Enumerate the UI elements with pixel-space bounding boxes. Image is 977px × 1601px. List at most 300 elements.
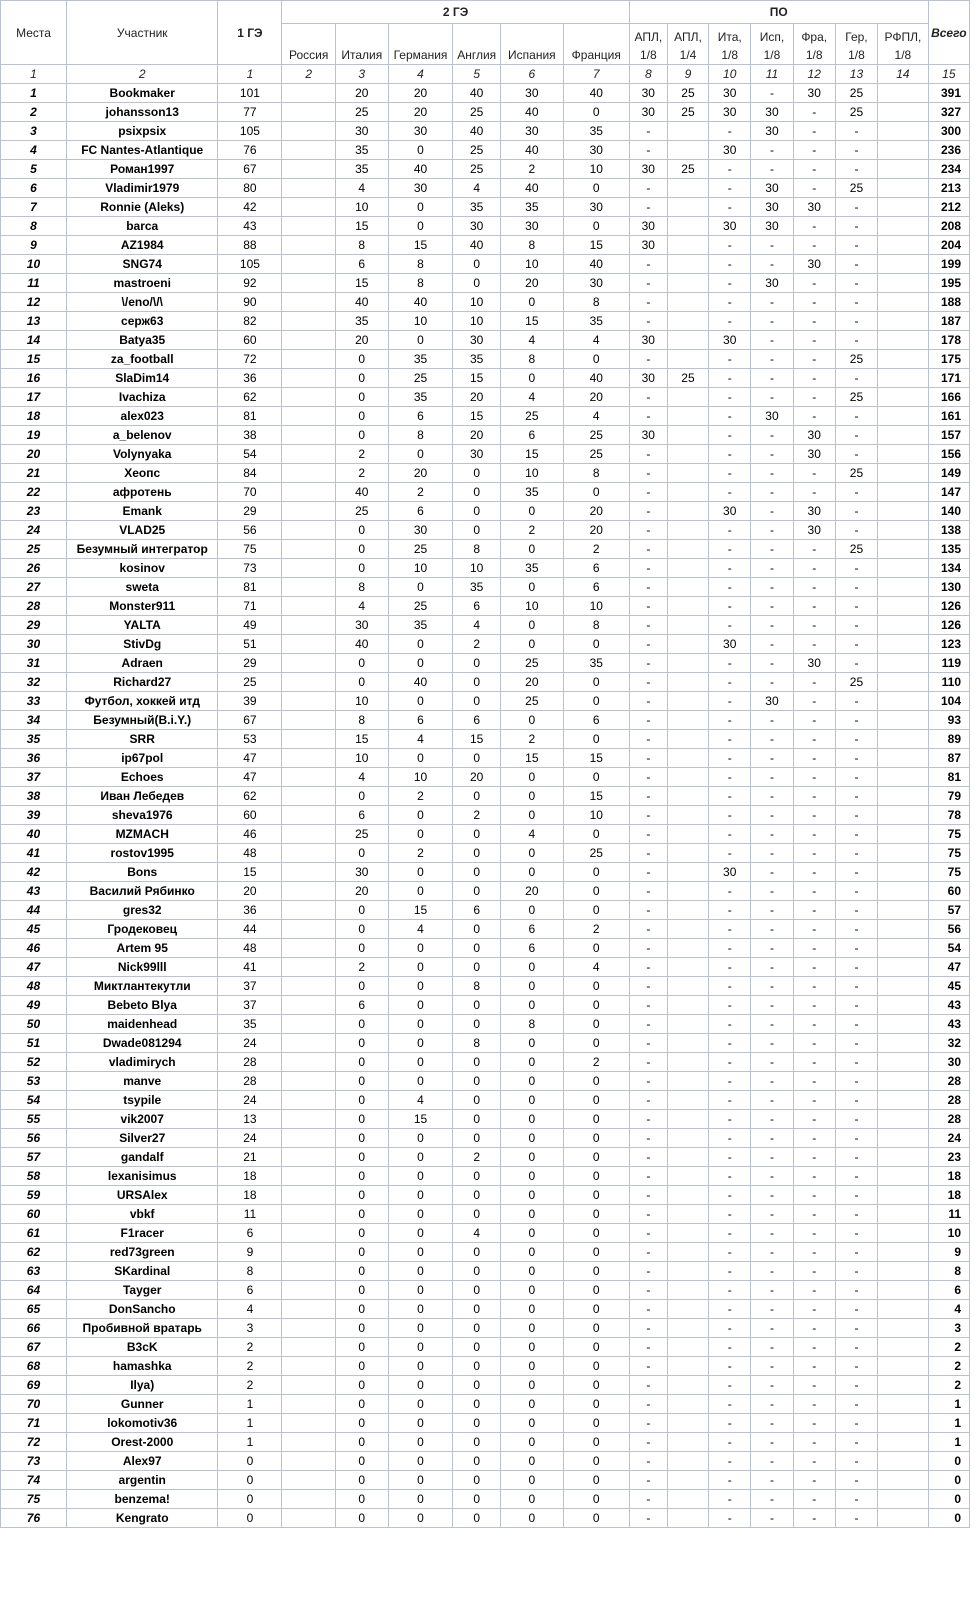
apl-18-cell: -: [629, 407, 667, 426]
fra-18-cell: -: [793, 1224, 835, 1243]
apl-18-cell: -: [629, 502, 667, 521]
france-cell: 0: [563, 1452, 629, 1471]
apl-18-cell: -: [629, 1034, 667, 1053]
fra-18-cell: 30: [793, 198, 835, 217]
russia-cell: [282, 483, 336, 502]
table-row: [1, 236, 970, 255]
place-cell: 8: [1, 217, 67, 236]
italy-cell: 2: [335, 445, 388, 464]
place-cell: 54: [1, 1091, 67, 1110]
rfpl-18-cell: [878, 445, 929, 464]
fra-18-cell: -: [793, 768, 835, 787]
table-row: [1, 1262, 970, 1281]
ita-18-cell: -: [709, 768, 751, 787]
germany-cell: 0: [388, 331, 453, 350]
ger-18-cell: -: [835, 1414, 877, 1433]
rfpl-18-cell: [878, 920, 929, 939]
column-number: 14: [878, 65, 929, 84]
esp-18-cell: 30: [751, 198, 793, 217]
place-cell: 48: [1, 977, 67, 996]
england-cell: 0: [453, 1395, 500, 1414]
fra-18-cell: -: [793, 160, 835, 179]
fra-18-cell: -: [793, 920, 835, 939]
spain-cell: 20: [500, 673, 563, 692]
esp-18-cell: -: [751, 331, 793, 350]
germany-cell: 0: [388, 1376, 453, 1395]
france-cell: 0: [563, 1319, 629, 1338]
apl-18-cell: -: [629, 1433, 667, 1452]
esp-18-cell: -: [751, 559, 793, 578]
ger-18-cell: -: [835, 502, 877, 521]
ge1-cell: 46: [218, 825, 282, 844]
apl-14-cell: [667, 1414, 708, 1433]
italy-cell: 0: [335, 1091, 388, 1110]
place-cell: 1: [1, 84, 67, 103]
italy-cell: 35: [335, 160, 388, 179]
spain-cell: 35: [500, 483, 563, 502]
place-cell: 41: [1, 844, 67, 863]
ge1-cell: 81: [218, 407, 282, 426]
rfpl-18-cell: [878, 996, 929, 1015]
ger-18-cell: -: [835, 483, 877, 502]
rfpl-18-cell: [878, 1053, 929, 1072]
fra-18-cell: -: [793, 1148, 835, 1167]
ger-18-cell: -: [835, 768, 877, 787]
esp-18-cell: -: [751, 863, 793, 882]
rfpl-18-cell: [878, 426, 929, 445]
england-cell: 0: [453, 1243, 500, 1262]
spain-cell: 0: [500, 1148, 563, 1167]
ge1-cell: 70: [218, 483, 282, 502]
england-cell: 10: [453, 312, 500, 331]
esp-18-cell: -: [751, 711, 793, 730]
russia-cell: [282, 274, 336, 293]
total-cell: 123: [928, 635, 969, 654]
apl-18-cell: -: [629, 540, 667, 559]
total-cell: 56: [928, 920, 969, 939]
participant-cell: VLAD25: [66, 521, 218, 540]
russia-cell: [282, 540, 336, 559]
total-cell: 2: [928, 1376, 969, 1395]
germany-cell: 0: [388, 1224, 453, 1243]
total-cell: 208: [928, 217, 969, 236]
italy-cell: 2: [335, 464, 388, 483]
russia-cell: [282, 388, 336, 407]
apl-14-cell: [667, 1186, 708, 1205]
place-cell: 55: [1, 1110, 67, 1129]
france-cell: 4: [563, 958, 629, 977]
ita-18-cell: -: [709, 1053, 751, 1072]
rfpl-18-cell: [878, 749, 929, 768]
ger-18-cell: -: [835, 654, 877, 673]
rfpl-18-cell: [878, 388, 929, 407]
apl-14-cell: [667, 806, 708, 825]
total-cell: 140: [928, 502, 969, 521]
participant-cell: Футбол, хоккей итд: [66, 692, 218, 711]
spain-cell: 15: [500, 749, 563, 768]
table-row: [1, 1376, 970, 1395]
place-cell: 60: [1, 1205, 67, 1224]
spain-cell: 30: [500, 217, 563, 236]
apl-14-cell: [667, 1452, 708, 1471]
russia-cell: [282, 635, 336, 654]
russia-cell: [282, 863, 336, 882]
place-cell: 69: [1, 1376, 67, 1395]
rfpl-18-cell: [878, 578, 929, 597]
england-cell: 15: [453, 730, 500, 749]
england-cell: 40: [453, 236, 500, 255]
germany-cell: 0: [388, 1395, 453, 1414]
apl-14-cell: [667, 597, 708, 616]
ge1-cell: 67: [218, 711, 282, 730]
place-cell: 73: [1, 1452, 67, 1471]
ita-18-cell: -: [709, 597, 751, 616]
ger-18-cell: -: [835, 198, 877, 217]
rfpl-18-cell: [878, 1414, 929, 1433]
germany-cell: 0: [388, 1357, 453, 1376]
apl-18-cell: -: [629, 578, 667, 597]
table-row: [1, 122, 970, 141]
place-cell: 17: [1, 388, 67, 407]
italy-cell: 8: [335, 578, 388, 597]
germany-cell: 35: [388, 616, 453, 635]
germany-cell: 2: [388, 483, 453, 502]
italy-cell: 35: [335, 141, 388, 160]
participant-cell: Bons: [66, 863, 218, 882]
table-row: [1, 768, 970, 787]
ita-18-cell: -: [709, 521, 751, 540]
table-row: [1, 996, 970, 1015]
place-cell: 22: [1, 483, 67, 502]
rfpl-18-cell: [878, 939, 929, 958]
ita-18-cell: -: [709, 1433, 751, 1452]
apl-18-cell: -: [629, 654, 667, 673]
ita-18-cell: -: [709, 1224, 751, 1243]
russia-cell: [282, 1034, 336, 1053]
participant-cell: DonSancho: [66, 1300, 218, 1319]
ger-18-cell: -: [835, 1262, 877, 1281]
header-ge2-col: Англия: [453, 24, 500, 65]
russia-cell: [282, 1414, 336, 1433]
place-cell: 58: [1, 1167, 67, 1186]
table-row: [1, 1395, 970, 1414]
ita-18-cell: -: [709, 787, 751, 806]
place-cell: 23: [1, 502, 67, 521]
england-cell: 0: [453, 1072, 500, 1091]
apl-18-cell: -: [629, 141, 667, 160]
germany-cell: 0: [388, 939, 453, 958]
england-cell: 20: [453, 388, 500, 407]
russia-cell: [282, 958, 336, 977]
italy-cell: 0: [335, 559, 388, 578]
place-cell: 76: [1, 1509, 67, 1528]
rfpl-18-cell: [878, 217, 929, 236]
ita-18-cell: -: [709, 1148, 751, 1167]
column-number: 10: [709, 65, 751, 84]
place-cell: 9: [1, 236, 67, 255]
germany-cell: 0: [388, 958, 453, 977]
total-cell: 187: [928, 312, 969, 331]
total-cell: 110: [928, 673, 969, 692]
total-cell: 327: [928, 103, 969, 122]
esp-18-cell: -: [751, 1205, 793, 1224]
apl-14-cell: [667, 844, 708, 863]
apl-14-cell: [667, 939, 708, 958]
fra-18-cell: -: [793, 616, 835, 635]
participant-cell: Nick99lll: [66, 958, 218, 977]
england-cell: 0: [453, 825, 500, 844]
participant-cell: MZMACH: [66, 825, 218, 844]
spain-cell: 30: [500, 122, 563, 141]
france-cell: 40: [563, 255, 629, 274]
ger-18-cell: -: [835, 217, 877, 236]
apl-18-cell: -: [629, 559, 667, 578]
spain-cell: 35: [500, 559, 563, 578]
apl-18-cell: -: [629, 388, 667, 407]
russia-cell: [282, 768, 336, 787]
header-po-col: РФПЛ, 1/8: [878, 24, 929, 65]
france-cell: 0: [563, 1110, 629, 1129]
rfpl-18-cell: [878, 331, 929, 350]
fra-18-cell: -: [793, 1319, 835, 1338]
column-number: 11: [751, 65, 793, 84]
italy-cell: 0: [335, 1509, 388, 1528]
russia-cell: [282, 1243, 336, 1262]
total-cell: 23: [928, 1148, 969, 1167]
place-cell: 70: [1, 1395, 67, 1414]
ge1-cell: 53: [218, 730, 282, 749]
ger-18-cell: -: [835, 939, 877, 958]
participant-cell: FC Nantes-Atlantique: [66, 141, 218, 160]
germany-cell: 15: [388, 901, 453, 920]
france-cell: 8: [563, 293, 629, 312]
apl-18-cell: -: [629, 483, 667, 502]
apl-18-cell: -: [629, 1186, 667, 1205]
ge1-cell: 36: [218, 369, 282, 388]
ger-18-cell: -: [835, 920, 877, 939]
participant-cell: SNG74: [66, 255, 218, 274]
spain-cell: 0: [500, 1205, 563, 1224]
russia-cell: [282, 312, 336, 331]
total-cell: 1: [928, 1433, 969, 1452]
england-cell: 2: [453, 806, 500, 825]
russia-cell: [282, 1376, 336, 1395]
total-cell: 126: [928, 597, 969, 616]
spain-cell: 10: [500, 464, 563, 483]
england-cell: 4: [453, 179, 500, 198]
rfpl-18-cell: [878, 1034, 929, 1053]
apl-18-cell: -: [629, 635, 667, 654]
place-cell: 27: [1, 578, 67, 597]
column-number: 1: [218, 65, 282, 84]
apl-14-cell: [667, 996, 708, 1015]
total-cell: 2: [928, 1338, 969, 1357]
apl-14-cell: [667, 1129, 708, 1148]
france-cell: 0: [563, 1034, 629, 1053]
apl-14-cell: [667, 521, 708, 540]
italy-cell: 4: [335, 768, 388, 787]
apl-14-cell: [667, 1205, 708, 1224]
fra-18-cell: -: [793, 1452, 835, 1471]
place-cell: 56: [1, 1129, 67, 1148]
apl-14-cell: [667, 1243, 708, 1262]
apl-18-cell: -: [629, 1490, 667, 1509]
ger-18-cell: -: [835, 996, 877, 1015]
russia-cell: [282, 996, 336, 1015]
apl-18-cell: -: [629, 1509, 667, 1528]
ita-18-cell: -: [709, 1262, 751, 1281]
total-cell: 75: [928, 863, 969, 882]
ger-18-cell: -: [835, 1376, 877, 1395]
germany-cell: 25: [388, 597, 453, 616]
spain-cell: 0: [500, 1433, 563, 1452]
table-row: [1, 445, 970, 464]
rfpl-18-cell: [878, 787, 929, 806]
italy-cell: 0: [335, 1433, 388, 1452]
apl-14-cell: [667, 1338, 708, 1357]
germany-cell: 25: [388, 540, 453, 559]
table-body: [1, 84, 970, 1528]
apl-18-cell: -: [629, 1452, 667, 1471]
england-cell: 8: [453, 1034, 500, 1053]
england-cell: 0: [453, 464, 500, 483]
italy-cell: 0: [335, 1262, 388, 1281]
fra-18-cell: -: [793, 1091, 835, 1110]
ger-18-cell: -: [835, 616, 877, 635]
participant-cell: Василий Рябинко: [66, 882, 218, 901]
ita-18-cell: 30: [709, 103, 751, 122]
rfpl-18-cell: [878, 540, 929, 559]
rfpl-18-cell: [878, 768, 929, 787]
italy-cell: 15: [335, 274, 388, 293]
apl-18-cell: -: [629, 1319, 667, 1338]
ge1-cell: 47: [218, 768, 282, 787]
apl-14-cell: [667, 274, 708, 293]
participant-cell: StivDg: [66, 635, 218, 654]
apl-18-cell: -: [629, 1376, 667, 1395]
spain-cell: 0: [500, 502, 563, 521]
italy-cell: 6: [335, 806, 388, 825]
germany-cell: 25: [388, 369, 453, 388]
ita-18-cell: -: [709, 882, 751, 901]
ge1-cell: 37: [218, 977, 282, 996]
fra-18-cell: -: [793, 1471, 835, 1490]
total-cell: 9: [928, 1243, 969, 1262]
germany-cell: 0: [388, 1319, 453, 1338]
header-ge2-col: Италия: [335, 24, 388, 65]
germany-cell: 0: [388, 749, 453, 768]
participant-cell: Orest-2000: [66, 1433, 218, 1452]
place-cell: 14: [1, 331, 67, 350]
table-row: [1, 521, 970, 540]
ge1-cell: 28: [218, 1072, 282, 1091]
apl-14-cell: [667, 977, 708, 996]
total-cell: 10: [928, 1224, 969, 1243]
ger-18-cell: -: [835, 1471, 877, 1490]
germany-cell: 0: [388, 1034, 453, 1053]
england-cell: 6: [453, 711, 500, 730]
header-po-col: Ита, 1/8: [709, 24, 751, 65]
apl-18-cell: 30: [629, 236, 667, 255]
rfpl-18-cell: [878, 1319, 929, 1338]
russia-cell: [282, 521, 336, 540]
total-cell: 4: [928, 1300, 969, 1319]
place-cell: 3: [1, 122, 67, 141]
england-cell: 0: [453, 1053, 500, 1072]
rfpl-18-cell: [878, 730, 929, 749]
ge1-cell: 6: [218, 1281, 282, 1300]
ita-18-cell: -: [709, 1015, 751, 1034]
table-row: [1, 882, 970, 901]
france-cell: 0: [563, 939, 629, 958]
fra-18-cell: -: [793, 350, 835, 369]
table-row: [1, 1300, 970, 1319]
header-participant: Участник: [66, 1, 218, 65]
ger-18-cell: -: [835, 312, 877, 331]
england-cell: 35: [453, 578, 500, 597]
total-cell: 300: [928, 122, 969, 141]
esp-18-cell: 30: [751, 179, 793, 198]
italy-cell: 40: [335, 483, 388, 502]
participant-cell: Ivachiza: [66, 388, 218, 407]
apl-18-cell: -: [629, 445, 667, 464]
france-cell: 15: [563, 236, 629, 255]
header-total: Всего: [928, 1, 969, 65]
fra-18-cell: -: [793, 236, 835, 255]
france-cell: 0: [563, 692, 629, 711]
ita-18-cell: -: [709, 901, 751, 920]
russia-cell: [282, 255, 336, 274]
table-row: [1, 1357, 970, 1376]
table-row: [1, 692, 970, 711]
russia-cell: [282, 939, 336, 958]
apl-18-cell: -: [629, 1015, 667, 1034]
place-cell: 32: [1, 673, 67, 692]
participant-cell: Gunner: [66, 1395, 218, 1414]
apl-14-cell: [667, 1319, 708, 1338]
table-row: [1, 274, 970, 293]
total-cell: 93: [928, 711, 969, 730]
esp-18-cell: -: [751, 388, 793, 407]
total-cell: 79: [928, 787, 969, 806]
total-cell: 234: [928, 160, 969, 179]
total-cell: 147: [928, 483, 969, 502]
ita-18-cell: -: [709, 464, 751, 483]
place-cell: 26: [1, 559, 67, 578]
column-number: 2: [66, 65, 218, 84]
apl-18-cell: -: [629, 1072, 667, 1091]
spain-cell: 0: [500, 806, 563, 825]
apl-18-cell: -: [629, 1053, 667, 1072]
germany-cell: 0: [388, 825, 453, 844]
apl-18-cell: 30: [629, 217, 667, 236]
total-cell: 199: [928, 255, 969, 274]
esp-18-cell: -: [751, 1129, 793, 1148]
ger-18-cell: -: [835, 692, 877, 711]
germany-cell: 40: [388, 673, 453, 692]
ge1-cell: 80: [218, 179, 282, 198]
russia-cell: [282, 1319, 336, 1338]
ger-18-cell: -: [835, 635, 877, 654]
fra-18-cell: 30: [793, 426, 835, 445]
ge1-cell: 44: [218, 920, 282, 939]
rfpl-18-cell: [878, 1281, 929, 1300]
spain-cell: 35: [500, 198, 563, 217]
apl-18-cell: -: [629, 939, 667, 958]
table-row: [1, 1110, 970, 1129]
germany-cell: 2: [388, 787, 453, 806]
esp-18-cell: 30: [751, 122, 793, 141]
